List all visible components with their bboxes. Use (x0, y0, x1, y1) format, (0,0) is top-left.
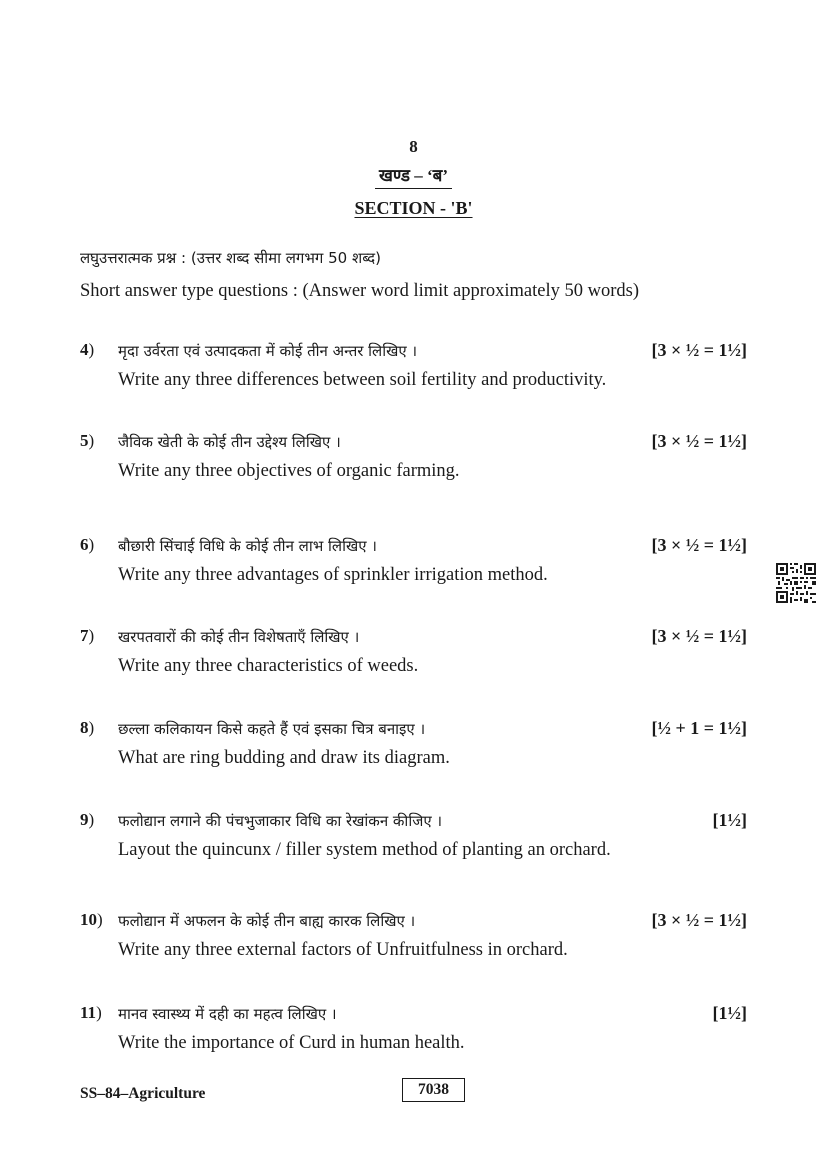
question-number: 11 (80, 1003, 97, 1022)
question-text-english: Write any three objectives of organic farming. (118, 461, 460, 481)
question-5: 5) जैविक खेती के कोई तीन उद्देश्य लिखिए । [3 × ½ = 1½] Write any three objectives of organic farming. (80, 431, 747, 481)
question-number: 10 (80, 910, 97, 929)
section-title-english: SECTION - 'B' (354, 198, 473, 218)
question-number: 9 (80, 810, 89, 829)
question-text-hindi: मानव स्वास्थ्य में दही का महत्व लिखिए । (118, 1005, 337, 1023)
question-marks: [3 × ½ = 1½] (651, 431, 747, 451)
question-text-hindi: फलोद्यान लगाने की पंचभुजाकार विधि का रेखांकन कीजिए । (118, 812, 443, 830)
question-marks: [3 × ½ = 1½] (651, 535, 747, 555)
question-text-english: Layout the quincunx / filler system method of planting an orchard. (118, 840, 611, 860)
question-marks: [1½] (712, 810, 747, 830)
question-text-hindi: खरपतवारों की कोई तीन विशेषताएँ लिखिए । (118, 628, 360, 646)
question-text-english: What are ring budding and draw its diagram. (118, 748, 450, 768)
question-number: 5 (80, 431, 89, 450)
question-text-english: Write any three advantages of sprinkler irrigation method. (118, 565, 548, 585)
page-code-box: 7038 (402, 1078, 465, 1102)
question-marks: [3 × ½ = 1½] (651, 910, 747, 930)
question-text-hindi: जैविक खेती के कोई तीन उद्देश्य लिखिए । (118, 433, 341, 451)
paper-code: SS–84–Agriculture (80, 1085, 206, 1102)
instructions-english: Short answer type questions : (Answer word limit approximately 50 words) (80, 281, 640, 301)
question-number: 8 (80, 718, 89, 737)
qr-code-icon (776, 563, 816, 603)
question-number: 7 (80, 626, 89, 645)
question-text-hindi: मृदा उर्वरता एवं उत्पादकता में कोई तीन अन्तर लिखिए । (118, 342, 418, 360)
question-marks: [3 × ½ = 1½] (651, 626, 747, 646)
question-8: 8) छल्ला कलिकायन किसे कहते हैं एवं इसका चित्र बनाइए । [½ + 1 = 1½] What are ring budding and draw its diagram. (80, 718, 747, 768)
question-9: 9) फलोद्यान लगाने की पंचभुजाकार विधि का रेखांकन कीजिए । [1½] Layout the quincunx / filler system method of planting an orchard. (80, 810, 747, 860)
question-text-english: Write the importance of Curd in human health. (118, 1033, 465, 1053)
question-marks: [3 × ½ = 1½] (651, 340, 747, 360)
question-text-english: Write any three characteristics of weeds. (118, 656, 419, 676)
question-7: 7) खरपतवारों की कोई तीन विशेषताएँ लिखिए । [3 × ½ = 1½] Write any three characteristics of weeds. (80, 626, 747, 676)
question-6: 6) बौछारी सिंचाई विधि के कोई तीन लाभ लिखिए । [3 × ½ = 1½] Write any three advantages of sprinkler irrigation method. (80, 535, 747, 585)
question-text-english: Write any three external factors of Unfruitfulness in orchard. (118, 940, 568, 960)
question-number: 4 (80, 340, 89, 359)
question-text-english: Write any three differences between soil fertility and productivity. (118, 370, 607, 390)
page-number: 8 (409, 137, 418, 156)
question-11: 11) मानव स्वास्थ्य में दही का महत्व लिखिए । [1½] Write the importance of Curd in human health. (80, 1003, 747, 1053)
question-marks: [½ + 1 = 1½] (651, 718, 747, 738)
question-text-hindi: छल्ला कलिकायन किसे कहते हैं एवं इसका चित्र बनाइए । (118, 720, 426, 738)
question-4: 4) मृदा उर्वरता एवं उत्पादकता में कोई तीन अन्तर लिखिए । [3 × ½ = 1½] Write any three differences between soil fertility and productivity. (80, 340, 747, 390)
question-text-hindi: फलोद्यान में अफलन के कोई तीन बाह्य कारक लिखिए । (118, 912, 416, 930)
question-10: 10) फलोद्यान में अफलन के कोई तीन बाह्य कारक लिखिए । [3 × ½ = 1½] Write any three external factors of Unfruitfulness in orchard. (80, 910, 747, 960)
instructions-hindi: लघुउत्तरात्मक प्रश्न : (उत्तर शब्द सीमा लगभग 50 शब्द) (80, 249, 382, 267)
question-number: 6 (80, 535, 89, 554)
section-title-hindi: खण्ड – ‘ब’ (0, 163, 827, 186)
question-text-hindi: बौछारी सिंचाई विधि के कोई तीन लाभ लिखिए । (118, 537, 377, 555)
question-marks: [1½] (712, 1003, 747, 1023)
